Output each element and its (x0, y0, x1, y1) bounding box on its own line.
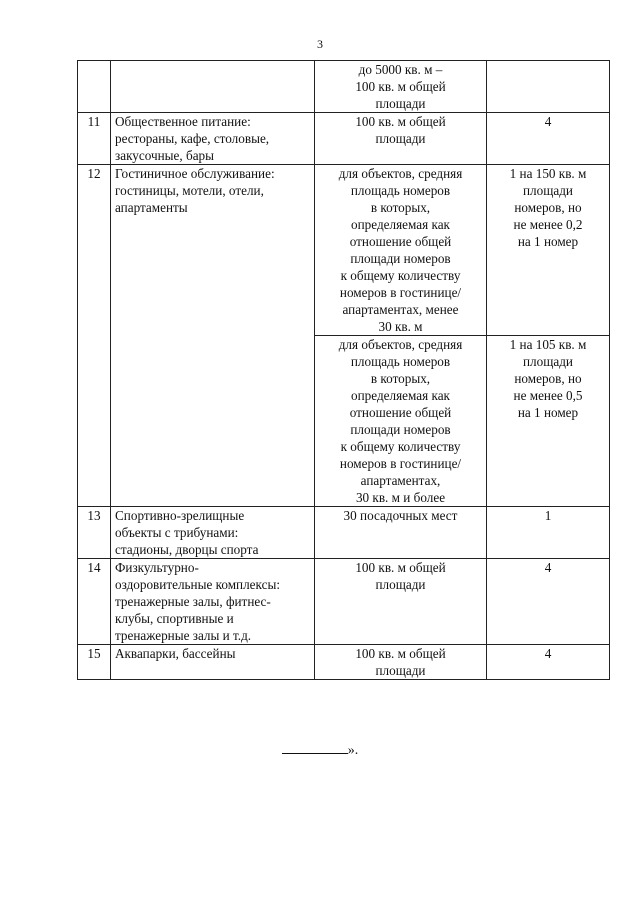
row-number: 11 (78, 113, 111, 165)
norm-value: 1 (487, 507, 610, 559)
row-number: 14 (78, 559, 111, 645)
calculation-unit: 100 кв. м общей площади (315, 645, 487, 680)
object-type: Спортивно-зрелищные объекты с трибунами: стадионы, дворцы спорта (111, 507, 315, 559)
calculation-unit: 100 кв. м общей площади (315, 559, 487, 645)
calculation-unit: для объектов, средняя площадь номеров в которых, определяемая как отношение общей площади номеров к общему количеству номеров в гостинице/ апартаментах, 30 кв. м и более (315, 336, 487, 507)
parking-norms-table (77, 60, 610, 680)
calculation-unit: 100 кв. м общей площади (315, 113, 487, 165)
table-row (78, 507, 610, 559)
page-number: 3 (317, 37, 323, 51)
row-number: 12 (78, 165, 111, 507)
table-row (78, 61, 610, 113)
calculation-unit: 30 посадочных мест (315, 507, 487, 559)
object-type: Гостиничное обслуживание: гостиницы, мотели, отели, апартаменты (111, 165, 315, 507)
document-closing (0, 741, 640, 759)
table-row (78, 645, 610, 680)
norm-value: 4 (487, 645, 610, 680)
row-number: 15 (78, 645, 111, 680)
calculation-unit: до 5000 кв. м – 100 кв. м общей площади (315, 61, 487, 113)
object-type (111, 61, 315, 113)
object-type: Физкультурно- оздоровительные комплексы: тренажерные залы, фитнес- клубы, спортивные и тренажерные залы и т.д. (111, 559, 315, 645)
table-row (78, 559, 610, 645)
row-number (78, 61, 111, 113)
norm-value: 1 на 105 кв. м площади номеров, но не менее 0,5 на 1 номер (487, 336, 610, 507)
norm-value: 1 на 150 кв. м площади номеров, но не менее 0,2 на 1 номер (487, 165, 610, 336)
row-number: 13 (78, 507, 111, 559)
closing-underline (282, 741, 348, 754)
object-type: Общественное питание: рестораны, кафе, столовые, закусочные, бары (111, 113, 315, 165)
norm-value: 4 (487, 559, 610, 645)
norm-value: 4 (487, 113, 610, 165)
calculation-unit: для объектов, средняя площадь номеров в которых, определяемая как отношение общей площади номеров к общему количеству номеров в гостинице/ апартаментах, менее 30 кв. м (315, 165, 487, 336)
object-type: Аквапарки, бассейны (111, 645, 315, 680)
table-row (78, 165, 610, 336)
norm-value (487, 61, 610, 113)
table-row (78, 113, 610, 165)
closing-quote: ». (347, 743, 359, 758)
